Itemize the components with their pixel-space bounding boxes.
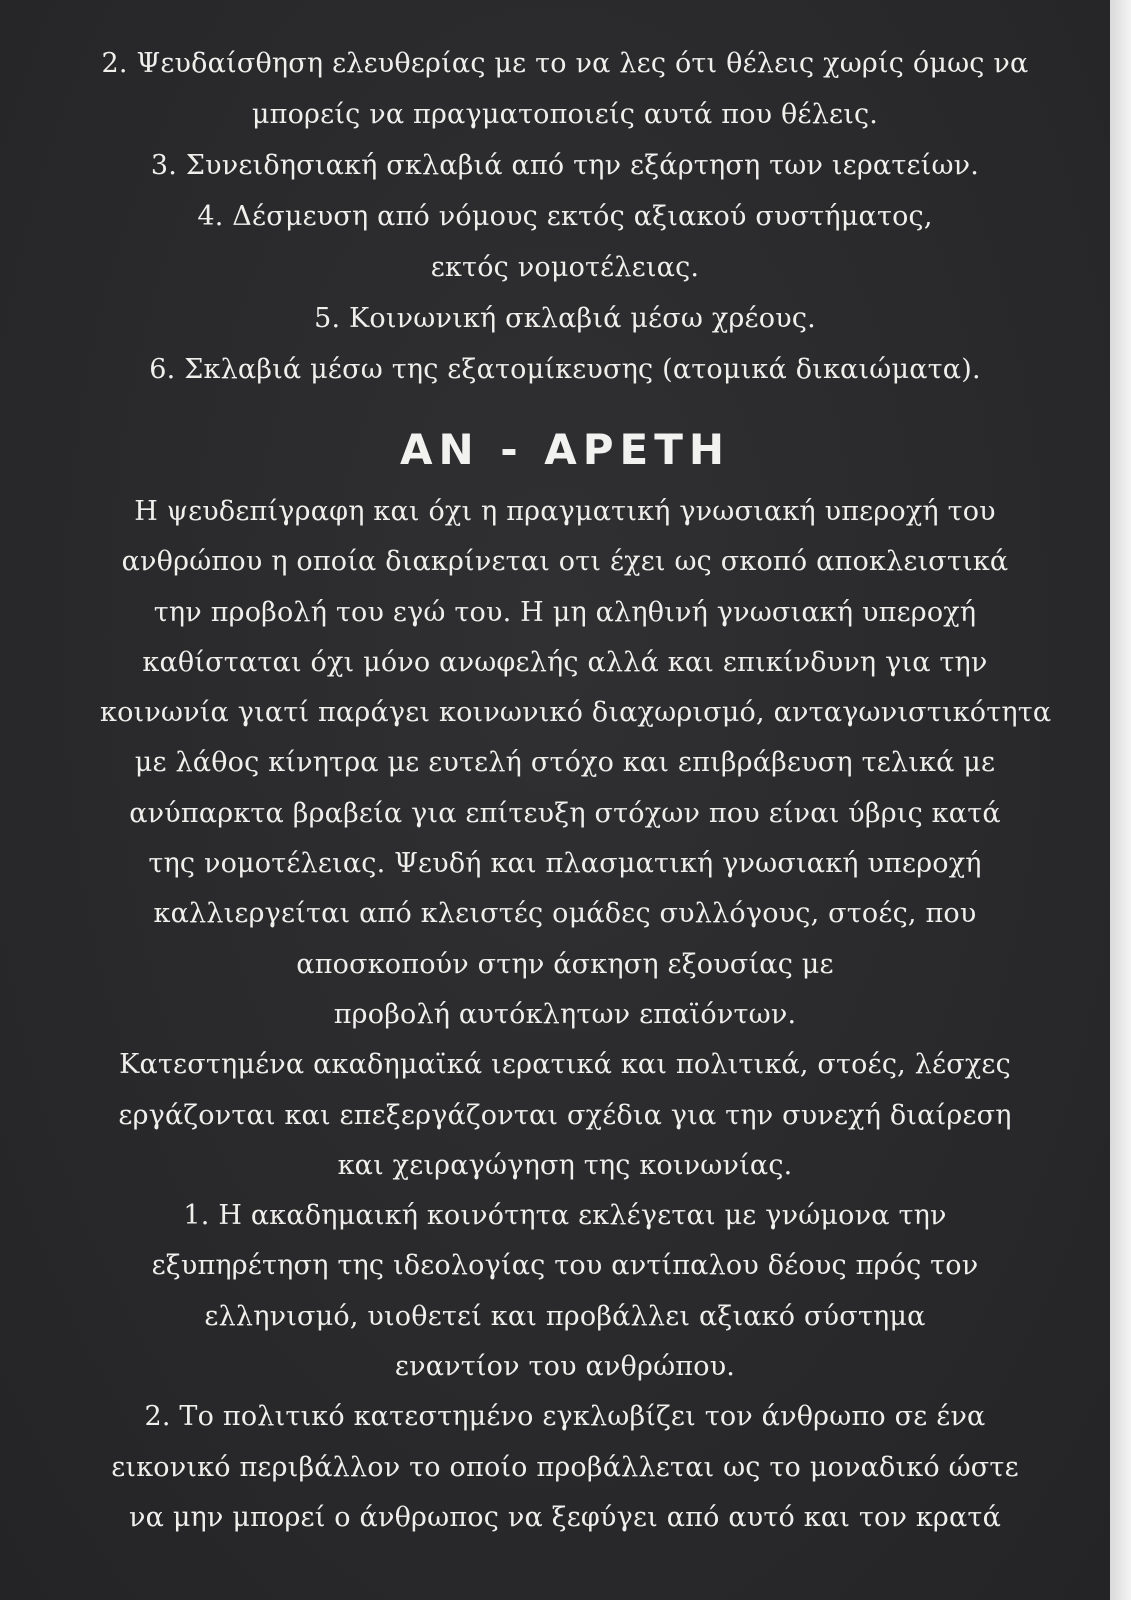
intro-line: 3. Συνειδησιακή σκλαβιά από την εξάρτηση των ιερατείων. — [150, 150, 980, 181]
body-line: εργάζονται και επεξεργάζονται σχέδια για την συνεχή διαίρεση — [118, 1099, 1012, 1131]
body-line: εικονικό περιβάλλον το οποίο προβάλλεται ως το μοναδικό ώστε — [111, 1451, 1019, 1483]
body-line: και χειραγώγηση της κοινωνίας. — [337, 1149, 793, 1181]
body-line: αποσκοπούν στην άσκηση εξουσίας με — [296, 948, 834, 980]
body-line: ελληνισμό, υιοθετεί και προβάλλει αξιακό σύστημα — [204, 1300, 926, 1332]
body-line: καλλιεργείται από κλειστές ομάδες συλλόγους, στοές, που — [153, 898, 977, 930]
body-line: να μην μπορεί ο άνθρωπος να ξεφύγει από αυτό και τον κρατά — [128, 1501, 1001, 1533]
intro-line: 2. Ψευδαίσθηση ελευθερίας με το να λες ότι θέλεις χωρίς όμως να — [101, 48, 1029, 79]
body-line: με λάθος κίνητρα με ευτελή στόχο και επιβράβευση τελικά με — [134, 747, 996, 779]
body-line: 2. Το πολιτικό κατεστημένο εγκλωβίζει τον άνθρωπο σε ένα — [144, 1401, 986, 1433]
body-line: εναντίον του ανθρώπου. — [394, 1351, 736, 1383]
body-line: ανύπαρκτα βραβεία για επίτευξη στόχων που είναι ύβρις κατά — [129, 797, 1001, 829]
intro-list — [100, 38, 1030, 395]
intro-line: μπορείς να πραγματοποιείς αυτά που θέλεις. — [251, 99, 879, 130]
body-line: καθίσταται όχι μόνο ανωφελής αλλά και επικίνδυνη για την — [142, 646, 988, 678]
intro-line: 5. Κοινωνική σκλαβιά μέσω χρέους. — [314, 303, 816, 334]
body-line: ανθρώπου η οποία διακρίνεται οτι έχει ως σκοπό αποκλειστικά — [121, 546, 1009, 578]
page-edge — [1110, 0, 1131, 1600]
body-line: της νομοτέλειας. Ψευδή και πλασματική γνωσιακή υπεροχή — [148, 848, 982, 880]
body-line: εξυπηρέτηση της ιδεολογίας του αντίπαλου δέους πρός τον — [151, 1250, 979, 1282]
body-line: προβολή αυτόκλητων επαϊόντων. — [333, 998, 797, 1030]
body-line: κοινωνία γιατί παράγει κοινωνικό διαχωρισμό, ανταγωνιστικότητα — [100, 697, 1052, 729]
body-line: Κατεστημένα ακαδημαϊκά ιερατικά και πολιτικά, στοές, λέσχες — [119, 1049, 1011, 1081]
body-line: 1. Η ακαδημαική κοινότητα εκλέγεται με γνώμονα την — [183, 1200, 947, 1232]
intro-line: 4. Δέσμευση από νόμους εκτός αξιακού συστήματος, — [197, 201, 933, 232]
intro-line: 6. Σκλαβιά μέσω της εξατομίκευσης (ατομικά δικαιώματα). — [149, 354, 981, 385]
intro-line: εκτός νομοτέλειας. — [430, 252, 700, 283]
body-line: την προβολή του εγώ του. Η μη αληθινή γνωσιακή υπεροχή — [153, 596, 977, 628]
body-text — [100, 487, 1052, 1543]
body-line: Η ψευδεπίγραφη και όχι η πραγματική γνωσιακή υπεροχή του — [134, 496, 996, 527]
document-content — [100, 38, 1052, 1543]
section-heading: ΑΝ - ΑΡΕΤΗ — [399, 425, 731, 474]
